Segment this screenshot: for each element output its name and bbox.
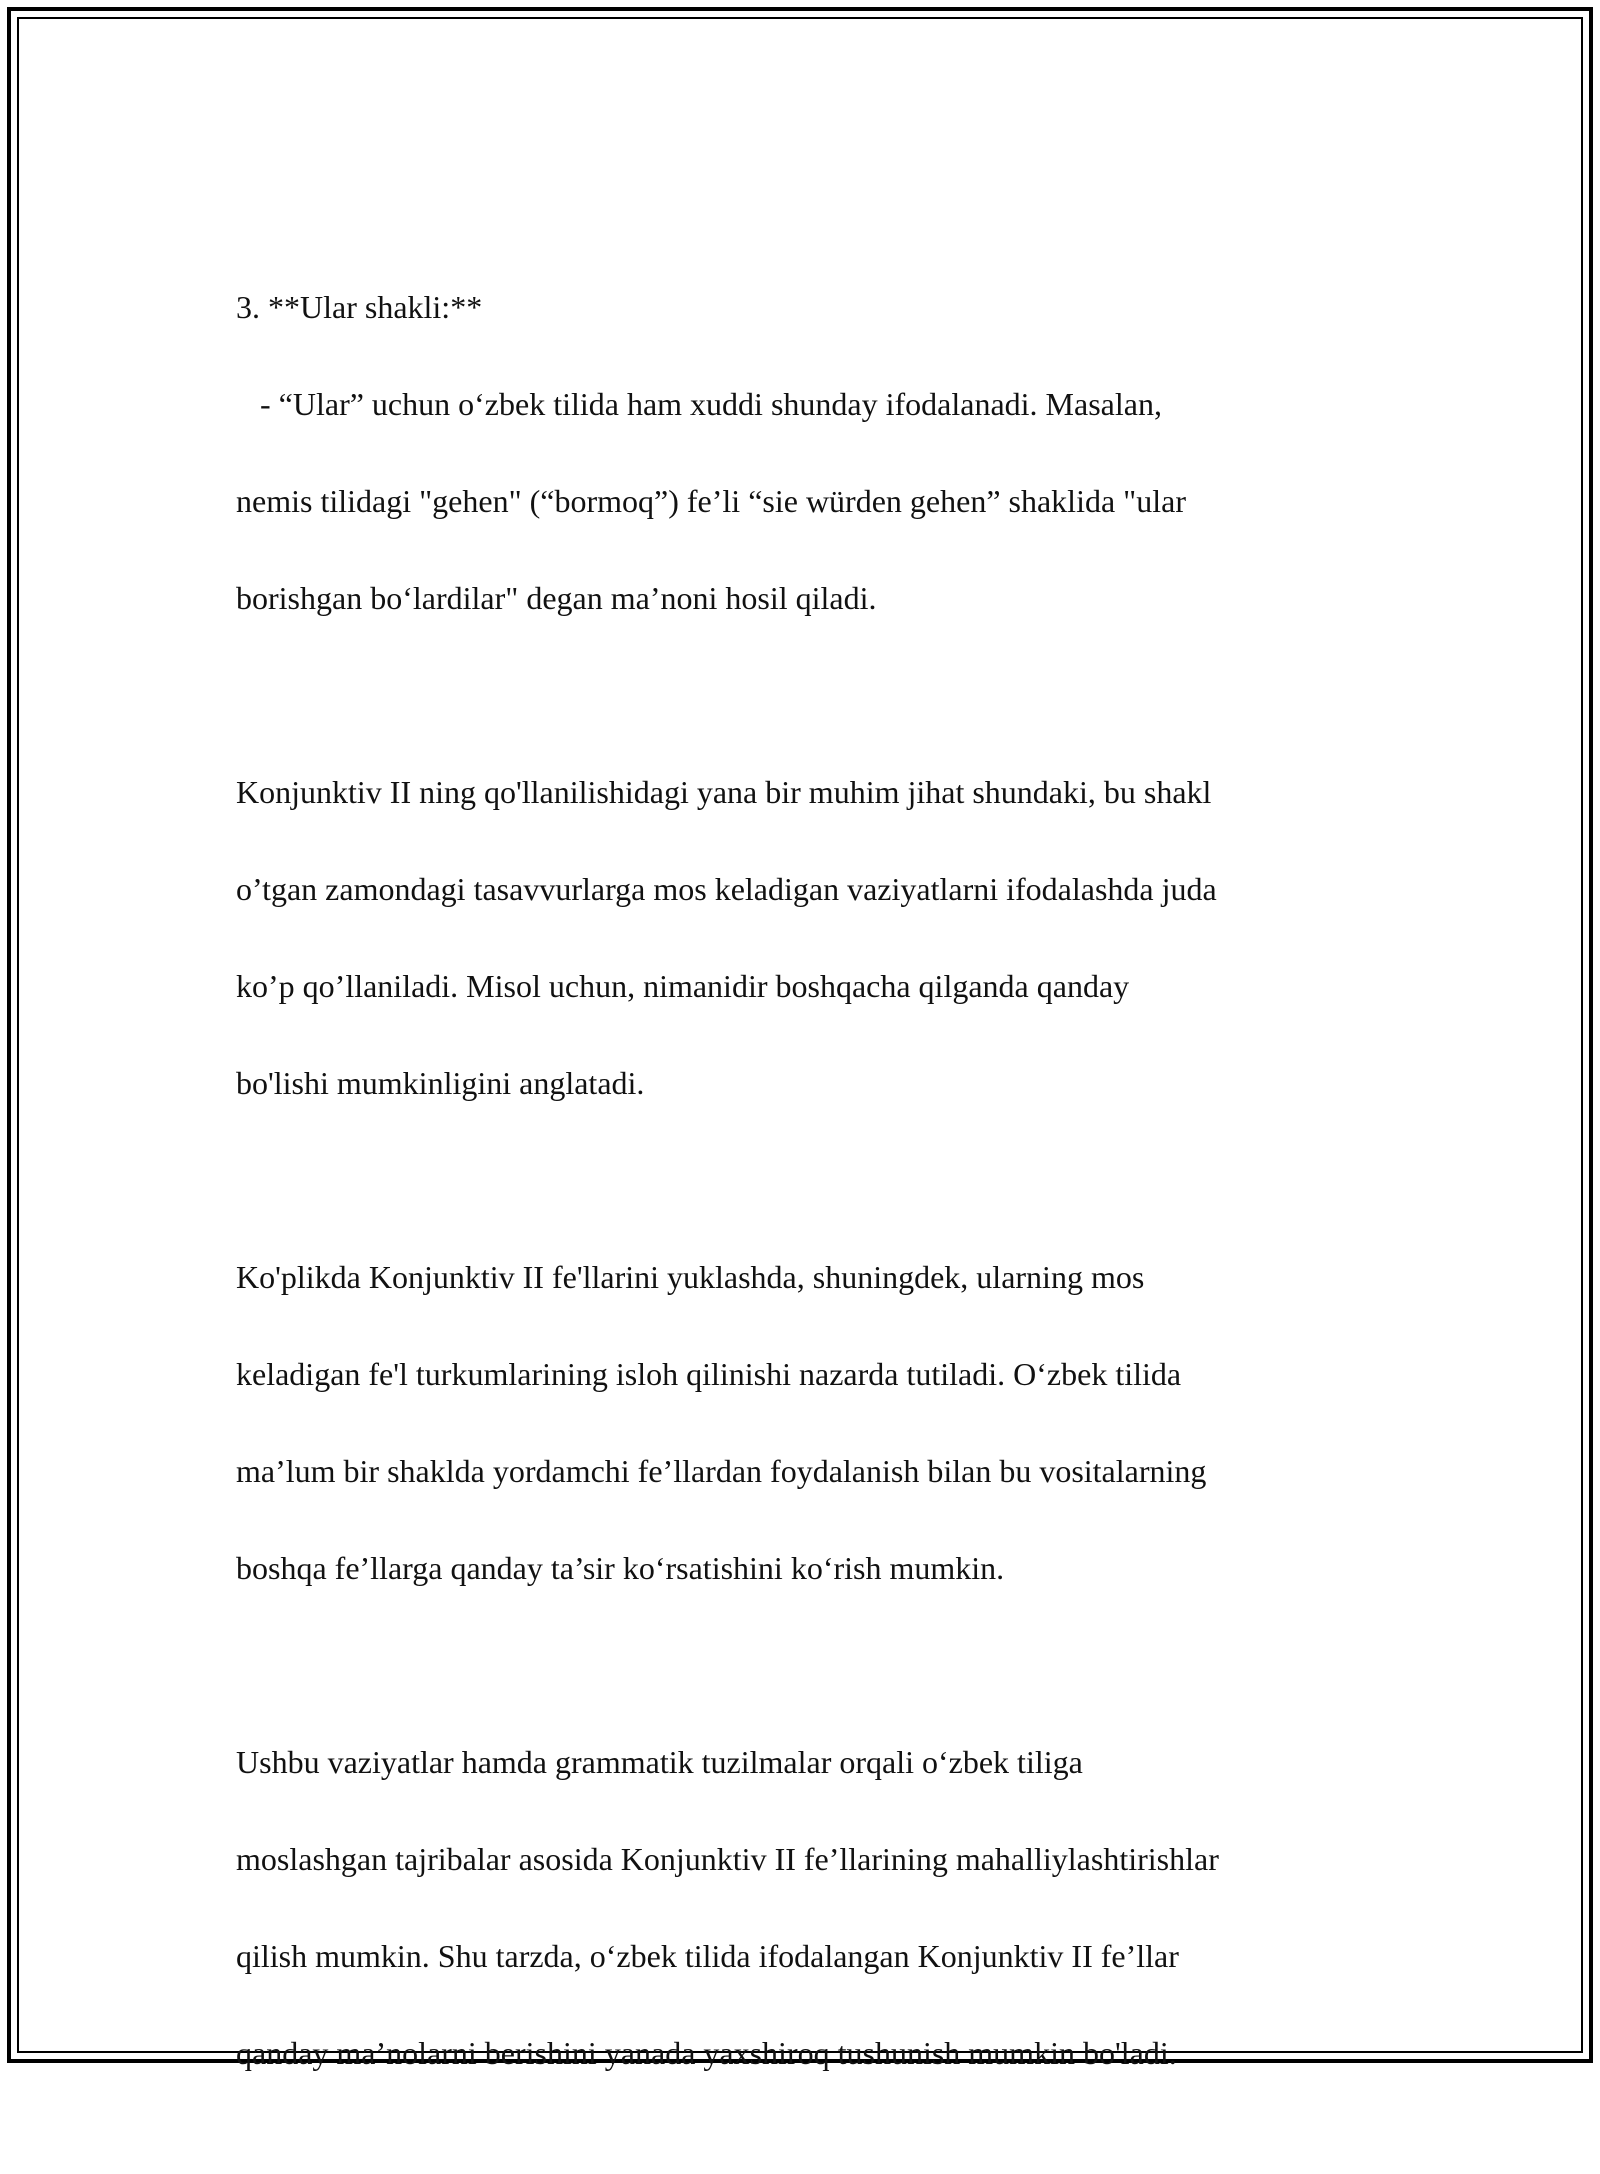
section-heading: 3. **Ular shakli:** bbox=[236, 288, 483, 325]
text-line: moslashgan tajribalar asosida Konjunktiv II fe’llarining mahalliylashtirishlar bbox=[236, 1840, 1219, 1877]
text-line: ma’lum bir shaklda yordamchi fe’llardan foydalanish bilan bu vositalarning bbox=[236, 1452, 1207, 1489]
text-line: boshqa fe’llarga qanday ta’sir ko‘rsatishini ko‘rish mumkin. bbox=[236, 1549, 1005, 1586]
text-line: Konjunktiv II ning qo'llanilishidagi yana bir muhim jihat shundaki, bu shakl bbox=[236, 773, 1212, 810]
text-line: qanday ma’nolarni berishini yanada yaxshiroq tushunish mumkin bo'ladi. bbox=[236, 2034, 1177, 2071]
text-line: borishgan bo‘lardilar" degan ma’noni hosil qiladi. bbox=[236, 579, 877, 616]
document-body bbox=[236, 234, 1376, 2174]
paragraph-2 bbox=[236, 719, 1376, 1156]
text-line: nemis tilidagi "gehen" (“bormoq”) fe’li “sie würden gehen” shaklida "ular bbox=[236, 482, 1186, 519]
text-line: bo'lishi mumkinligini anglatadi. bbox=[236, 1064, 645, 1101]
paragraph-3 bbox=[236, 1204, 1376, 1641]
paragraph-1 bbox=[236, 234, 1376, 671]
text-line: ko’p qo’llaniladi. Misol uchun, nimanidir boshqacha qilganda qanday bbox=[236, 967, 1130, 1004]
text-line: Ko'plikda Konjunktiv II fe'llarini yuklashda, shuningdek, ularning mos bbox=[236, 1258, 1145, 1295]
text-line: Ushbu vaziyatlar hamda grammatik tuzilmalar orqali o‘zbek tiliga bbox=[236, 1743, 1083, 1780]
text-line: qilish mumkin. Shu tarzda, o‘zbek tilida ifodalangan Konjunktiv II fe’llar bbox=[236, 1937, 1179, 1974]
text-line: keladigan fe'l turkumlarining isloh qilinishi nazarda tutiladi. O‘zbek tilida bbox=[236, 1355, 1182, 1392]
text-line: o’tgan zamondagi tasavvurlarga mos keladigan vaziyatlarni ifodalashda juda bbox=[236, 870, 1217, 907]
text-line: - “Ular” uchun o‘zbek tilida ham xuddi shunday ifodalanadi. Masalan, bbox=[236, 385, 1162, 422]
paragraph-4 bbox=[236, 1689, 1376, 2126]
